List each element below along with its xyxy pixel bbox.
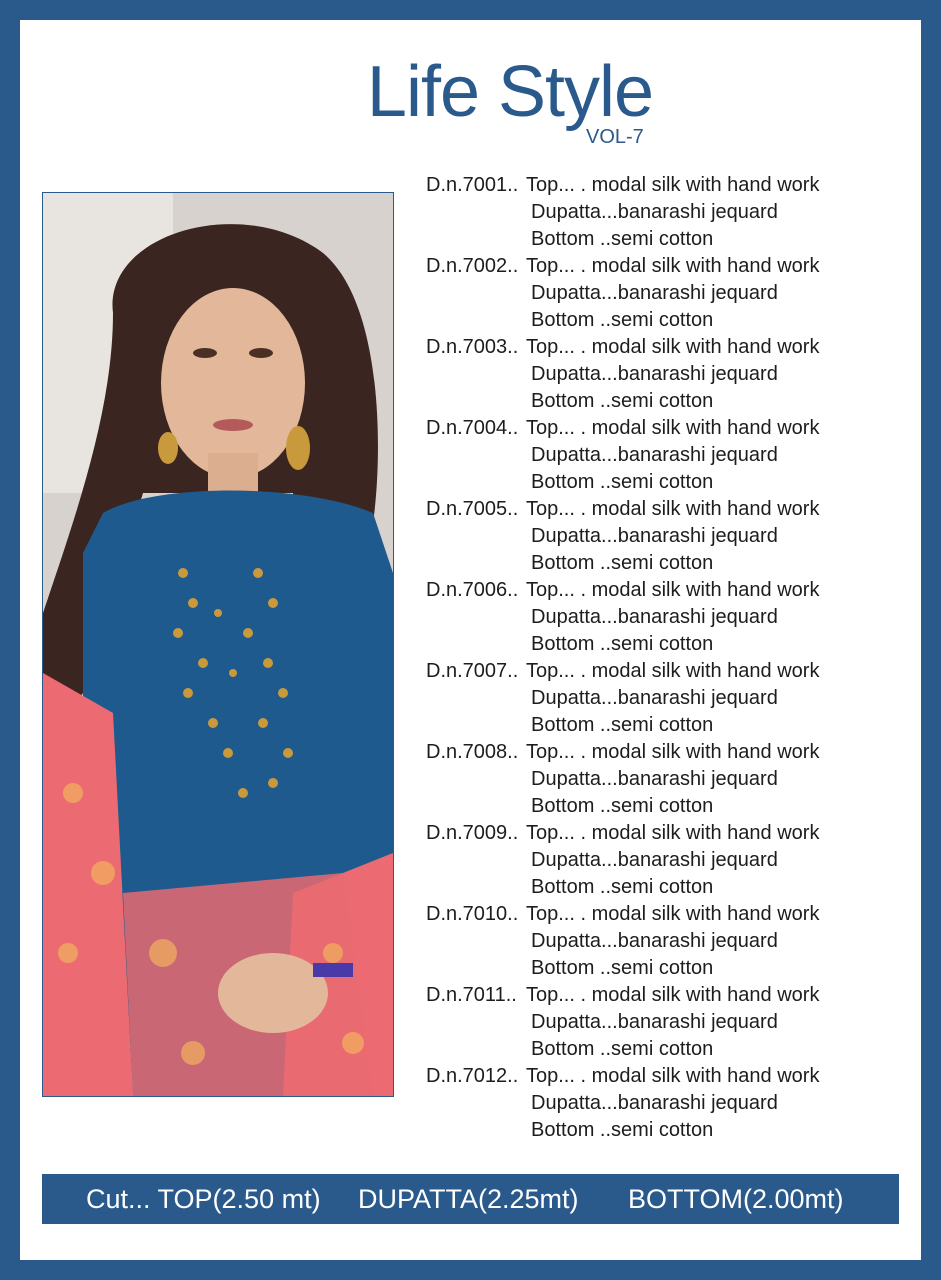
top-fabric: Top... . modal silk with hand work bbox=[526, 903, 820, 925]
dupatta-fabric: Dupatta...banarashi jequard bbox=[531, 282, 778, 304]
top-fabric: Top... . modal silk with hand work bbox=[526, 660, 820, 682]
dupatta-fabric: Dupatta...banarashi jequard bbox=[531, 1011, 778, 1033]
design-entry bbox=[426, 658, 906, 739]
top-fabric: Top... . modal silk with hand work bbox=[526, 984, 820, 1006]
design-code: D.n.7004.. bbox=[426, 417, 519, 439]
design-code: D.n.7011.. bbox=[426, 984, 517, 1006]
design-code: D.n.7009.. bbox=[426, 822, 519, 844]
design-code: D.n.7005.. bbox=[426, 498, 519, 520]
volume-label: VOL-7 bbox=[586, 126, 644, 148]
bottom-fabric: Bottom ..semi cotton bbox=[531, 390, 714, 412]
dupatta-fabric: Dupatta...banarashi jequard bbox=[531, 687, 778, 709]
design-entry bbox=[426, 172, 906, 253]
top-fabric: Top... . modal silk with hand work bbox=[526, 579, 820, 601]
dupatta-fabric: Dupatta...banarashi jequard bbox=[531, 201, 778, 223]
dupatta-fabric: Dupatta...banarashi jequard bbox=[531, 1092, 778, 1114]
design-code: D.n.7001.. bbox=[426, 174, 519, 196]
bottom-fabric: Bottom ..semi cotton bbox=[531, 1038, 714, 1060]
top-fabric: Top... . modal silk with hand work bbox=[526, 498, 820, 520]
bottom-fabric: Bottom ..semi cotton bbox=[531, 795, 714, 817]
top-fabric: Top... . modal silk with hand work bbox=[526, 1065, 820, 1087]
bottom-fabric: Bottom ..semi cotton bbox=[531, 471, 714, 493]
design-entry bbox=[426, 1063, 906, 1144]
top-fabric: Top... . modal silk with hand work bbox=[526, 174, 820, 196]
dupatta-fabric: Dupatta...banarashi jequard bbox=[531, 768, 778, 790]
design-list bbox=[426, 172, 906, 1144]
design-code: D.n.7007.. bbox=[426, 660, 519, 682]
top-fabric: Top... . modal silk with hand work bbox=[526, 741, 820, 763]
catalog-page bbox=[20, 20, 921, 1260]
dupatta-fabric: Dupatta...banarashi jequard bbox=[531, 849, 778, 871]
cut-dupatta-label: DUPATTA(2.25mt) bbox=[358, 1184, 579, 1214]
top-fabric: Top... . modal silk with hand work bbox=[526, 417, 820, 439]
cut-details-bar bbox=[42, 1174, 899, 1224]
bottom-fabric: Bottom ..semi cotton bbox=[531, 714, 714, 736]
model-illustration bbox=[43, 193, 393, 1096]
design-entry bbox=[426, 577, 906, 658]
dupatta-fabric: Dupatta...banarashi jequard bbox=[531, 930, 778, 952]
dupatta-fabric: Dupatta...banarashi jequard bbox=[531, 606, 778, 628]
bottom-fabric: Bottom ..semi cotton bbox=[531, 957, 714, 979]
design-entry bbox=[426, 820, 906, 901]
bottom-fabric: Bottom ..semi cotton bbox=[531, 309, 714, 331]
top-fabric: Top... . modal silk with hand work bbox=[526, 822, 820, 844]
bottom-fabric: Bottom ..semi cotton bbox=[531, 633, 714, 655]
model-photo bbox=[42, 192, 394, 1097]
design-code: D.n.7012.. bbox=[426, 1065, 519, 1087]
design-entry bbox=[426, 901, 906, 982]
design-entry bbox=[426, 739, 906, 820]
design-code: D.n.7008.. bbox=[426, 741, 519, 763]
dupatta-fabric: Dupatta...banarashi jequard bbox=[531, 444, 778, 466]
bottom-fabric: Bottom ..semi cotton bbox=[531, 1119, 714, 1141]
bottom-fabric: Bottom ..semi cotton bbox=[531, 228, 714, 250]
bottom-fabric: Bottom ..semi cotton bbox=[531, 552, 714, 574]
catalog-title: Life Style bbox=[366, 52, 654, 132]
design-code: D.n.7010.. bbox=[426, 903, 519, 925]
bottom-fabric: Bottom ..semi cotton bbox=[531, 876, 714, 898]
dupatta-fabric: Dupatta...banarashi jequard bbox=[531, 525, 778, 547]
top-fabric: Top... . modal silk with hand work bbox=[526, 255, 820, 277]
design-entry bbox=[426, 415, 906, 496]
design-entry bbox=[426, 982, 906, 1063]
design-entry bbox=[426, 496, 906, 577]
dupatta-fabric: Dupatta...banarashi jequard bbox=[531, 363, 778, 385]
top-fabric: Top... . modal silk with hand work bbox=[526, 336, 820, 358]
cut-bottom-label: BOTTOM(2.00mt) bbox=[628, 1184, 844, 1214]
design-entry bbox=[426, 253, 906, 334]
design-code: D.n.7003.. bbox=[426, 336, 519, 358]
cut-top-label: Cut... TOP(2.50 mt) bbox=[86, 1184, 321, 1214]
design-entry bbox=[426, 334, 906, 415]
design-code: D.n.7006.. bbox=[426, 579, 519, 601]
design-code: D.n.7002.. bbox=[426, 255, 519, 277]
